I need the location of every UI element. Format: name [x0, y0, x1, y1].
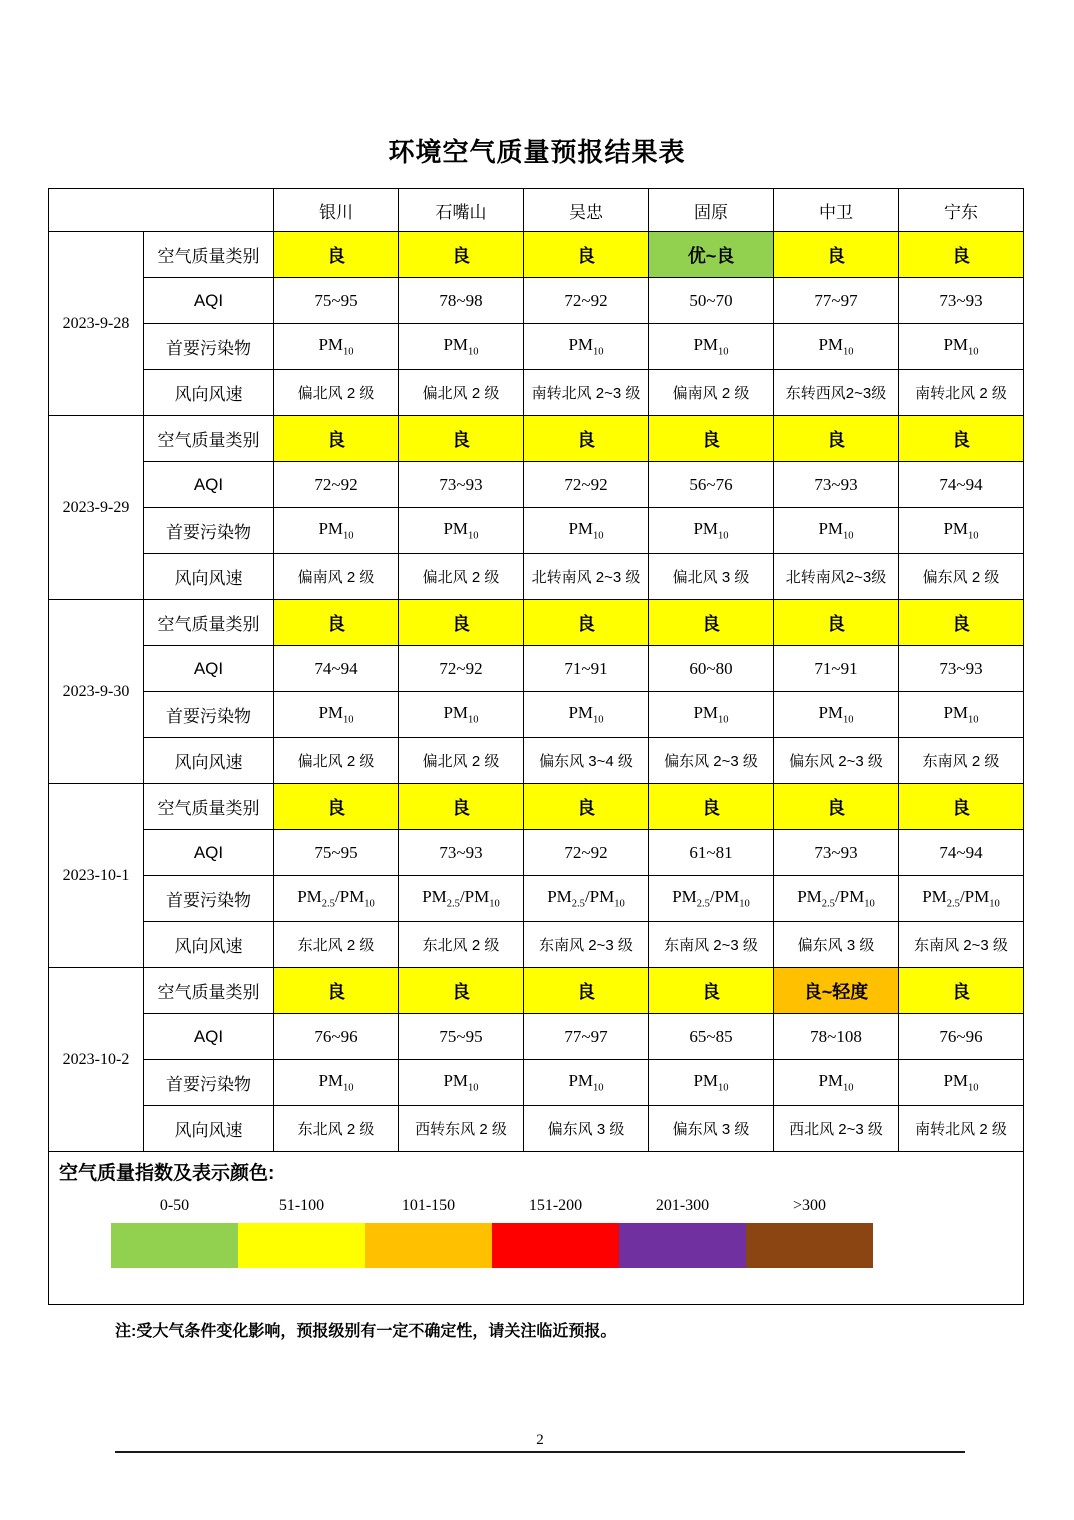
- pollutant-cell: $PM_{10}$: [899, 1060, 1024, 1106]
- row-label: 风向风速: [144, 922, 274, 968]
- category-cell: 良: [774, 416, 899, 462]
- forecast-row-pollutant: [49, 692, 1024, 738]
- category-cell: 良: [649, 600, 774, 646]
- aqi-cell: 72~92: [274, 462, 399, 508]
- aqi-cell: 60~80: [649, 646, 774, 692]
- forecast-row-aqi: [49, 462, 1024, 508]
- corner-cell: [49, 189, 274, 232]
- pollutant-cell: $PM_{10}$: [274, 508, 399, 554]
- city-header: 吴忠: [524, 189, 649, 232]
- legend-color-swatch: [365, 1223, 492, 1268]
- aqi-cell: 76~96: [899, 1014, 1024, 1060]
- aqi-cell: 74~94: [274, 646, 399, 692]
- legend-range-label: 101-150: [401, 1197, 456, 1214]
- forecast-row-aqi: [49, 830, 1024, 876]
- forecast-row-pollutant: [49, 1060, 1024, 1106]
- category-cell: 良: [274, 600, 399, 646]
- aqi-cell: 56~76: [649, 462, 774, 508]
- category-cell: 良: [399, 968, 524, 1014]
- category-cell: 良: [899, 600, 1024, 646]
- wind-cell: 偏南风 2 级: [274, 554, 399, 600]
- wind-cell: 偏东风 2~3 级: [649, 738, 774, 784]
- row-label: 首要污染物: [144, 1060, 274, 1106]
- category-cell: 良: [399, 600, 524, 646]
- wind-cell: 偏东风 2~3 级: [774, 738, 899, 784]
- wind-cell: 南转北风 2~3 级: [524, 370, 649, 416]
- legend-range-label: 151-200: [528, 1197, 583, 1214]
- wind-cell: 东北风 2 级: [274, 922, 399, 968]
- category-cell: 良: [399, 232, 524, 278]
- forecast-row-category: [49, 416, 1024, 462]
- wind-cell: 偏北风 2 级: [399, 738, 524, 784]
- forecast-row-pollutant: [49, 508, 1024, 554]
- pollutant-cell: $PM_{2.5}/PM_{10}$: [899, 876, 1024, 922]
- wind-cell: 偏东风 2 级: [899, 554, 1024, 600]
- air-quality-forecast-table: [48, 188, 1024, 1305]
- forecast-row-pollutant: [49, 324, 1024, 370]
- page-title: 环境空气质量预报结果表: [388, 138, 686, 167]
- forecast-row-category: [49, 600, 1024, 646]
- pollutant-cell: $PM_{10}$: [899, 692, 1024, 738]
- category-cell: 良: [274, 416, 399, 462]
- category-cell: 良: [649, 416, 774, 462]
- category-cell: 良: [524, 968, 649, 1014]
- page-number: 2: [536, 1432, 544, 1448]
- legend-range-label: >300: [792, 1197, 827, 1214]
- row-label: 空气质量类别: [144, 416, 274, 462]
- pollutant-cell: $PM_{10}$: [399, 508, 524, 554]
- aqi-cell: 75~95: [274, 278, 399, 324]
- pollutant-cell: $PM_{10}$: [274, 692, 399, 738]
- aqi-cell: 72~92: [524, 278, 649, 324]
- legend-color-swatch: [619, 1223, 746, 1268]
- wind-cell: 北转南风2~3级: [774, 554, 899, 600]
- row-label: AQI: [144, 830, 274, 876]
- pollutant-cell: $PM_{2.5}/PM_{10}$: [399, 876, 524, 922]
- wind-cell: 偏东风 3 级: [774, 922, 899, 968]
- aqi-cell: 72~92: [524, 462, 649, 508]
- forecast-row-wind: [49, 738, 1024, 784]
- pollutant-cell: $PM_{10}$: [774, 692, 899, 738]
- forecast-row-aqi: [49, 1014, 1024, 1060]
- category-cell: 良: [524, 232, 649, 278]
- wind-cell: 偏北风 2 级: [399, 370, 524, 416]
- pollutant-cell: $PM_{10}$: [649, 324, 774, 370]
- legend-color-swatch: [111, 1223, 238, 1268]
- category-cell: 良: [774, 600, 899, 646]
- legend-cell: [49, 1152, 1024, 1305]
- wind-cell: 东南风 2 级: [899, 738, 1024, 784]
- wind-cell: 偏东风 3 级: [524, 1106, 649, 1152]
- wind-cell: 南转北风 2 级: [899, 1106, 1024, 1152]
- row-label: 空气质量类别: [144, 600, 274, 646]
- pollutant-cell: $PM_{10}$: [774, 1060, 899, 1106]
- date-cell: 2023-10-2: [49, 968, 144, 1152]
- legend-color-swatch: [492, 1223, 619, 1268]
- category-cell: 良: [774, 232, 899, 278]
- row-label: 风向风速: [144, 370, 274, 416]
- pollutant-cell: $PM_{10}$: [524, 324, 649, 370]
- legend-labels: [111, 1197, 1023, 1215]
- wind-cell: 东北风 2 级: [399, 922, 524, 968]
- legend-color-swatch: [746, 1223, 873, 1268]
- forecast-row-wind: [49, 554, 1024, 600]
- wind-cell: 北转南风 2~3 级: [524, 554, 649, 600]
- legend-title: 空气质量指数及表示颜色:: [59, 1163, 275, 1184]
- pollutant-cell: $PM_{10}$: [774, 324, 899, 370]
- row-label: AQI: [144, 462, 274, 508]
- category-cell: 良: [899, 784, 1024, 830]
- wind-cell: 偏北风 2 级: [274, 738, 399, 784]
- pollutant-cell: $PM_{10}$: [399, 1060, 524, 1106]
- aqi-cell: 73~93: [774, 462, 899, 508]
- wind-cell: 东转西风2~3级: [774, 370, 899, 416]
- category-cell: 良: [649, 968, 774, 1014]
- aqi-cell: 76~96: [274, 1014, 399, 1060]
- category-cell: 良: [899, 232, 1024, 278]
- category-cell: 良~轻度: [774, 968, 899, 1014]
- row-label: AQI: [144, 646, 274, 692]
- row-label: 空气质量类别: [144, 232, 274, 278]
- category-cell: 良: [524, 416, 649, 462]
- date-cell: 2023-9-30: [49, 600, 144, 784]
- wind-cell: 东南风 2~3 级: [899, 922, 1024, 968]
- wind-cell: 东北风 2 级: [274, 1106, 399, 1152]
- category-cell: 良: [649, 784, 774, 830]
- aqi-cell: 73~93: [399, 830, 524, 876]
- row-label: 空气质量类别: [144, 784, 274, 830]
- forecast-row-aqi: [49, 646, 1024, 692]
- pollutant-cell: $PM_{10}$: [524, 692, 649, 738]
- pollutant-cell: $PM_{2.5}/PM_{10}$: [774, 876, 899, 922]
- legend-range-label: 51-100: [278, 1197, 325, 1214]
- category-cell: 优~良: [649, 232, 774, 278]
- pollutant-cell: $PM_{2.5}/PM_{10}$: [524, 876, 649, 922]
- row-label: 风向风速: [144, 738, 274, 784]
- aqi-cell: 71~91: [524, 646, 649, 692]
- city-header: 银川: [274, 189, 399, 232]
- pollutant-cell: $PM_{10}$: [649, 1060, 774, 1106]
- legend-row: [49, 1152, 1024, 1305]
- aqi-cell: 75~95: [274, 830, 399, 876]
- row-label: 首要污染物: [144, 876, 274, 922]
- row-label: 风向风速: [144, 554, 274, 600]
- row-label: 首要污染物: [144, 692, 274, 738]
- pollutant-cell: $PM_{2.5}/PM_{10}$: [274, 876, 399, 922]
- aqi-cell: 74~94: [899, 462, 1024, 508]
- category-cell: 良: [274, 232, 399, 278]
- aqi-cell: 73~93: [399, 462, 524, 508]
- aqi-cell: 75~95: [399, 1014, 524, 1060]
- pollutant-cell: $PM_{10}$: [274, 1060, 399, 1106]
- forecast-row-pollutant: [49, 876, 1024, 922]
- row-label: 风向风速: [144, 1106, 274, 1152]
- legend-color-swatch: [238, 1223, 365, 1268]
- aqi-cell: 77~97: [524, 1014, 649, 1060]
- forecast-row-category: [49, 968, 1024, 1014]
- category-cell: 良: [524, 784, 649, 830]
- legend-swatches: [111, 1223, 1023, 1268]
- pollutant-cell: $PM_{10}$: [774, 508, 899, 554]
- pollutant-cell: $PM_{10}$: [899, 324, 1024, 370]
- pollutant-cell: $PM_{10}$: [899, 508, 1024, 554]
- city-header: 固原: [649, 189, 774, 232]
- category-cell: 良: [899, 968, 1024, 1014]
- wind-cell: 偏北风 3 级: [649, 554, 774, 600]
- aqi-cell: 73~93: [899, 278, 1024, 324]
- pollutant-cell: $PM_{10}$: [649, 692, 774, 738]
- aqi-cell: 74~94: [899, 830, 1024, 876]
- aqi-cell: 73~93: [899, 646, 1024, 692]
- pollutant-cell: $PM_{2.5}/PM_{10}$: [649, 876, 774, 922]
- forecast-row-aqi: [49, 278, 1024, 324]
- aqi-cell: 50~70: [649, 278, 774, 324]
- aqi-cell: 78~108: [774, 1014, 899, 1060]
- page-footer: [115, 1432, 965, 1453]
- forecast-row-category: [49, 232, 1024, 278]
- wind-cell: 东南风 2~3 级: [649, 922, 774, 968]
- pollutant-cell: $PM_{10}$: [524, 508, 649, 554]
- wind-cell: 南转北风 2 级: [899, 370, 1024, 416]
- aqi-cell: 78~98: [399, 278, 524, 324]
- wind-cell: 偏东风 3 级: [649, 1106, 774, 1152]
- category-cell: 良: [524, 600, 649, 646]
- legend-section: [49, 1152, 1024, 1305]
- wind-cell: 偏东风 3~4 级: [524, 738, 649, 784]
- forecast-row-wind: [49, 922, 1024, 968]
- forecast-row-wind: [49, 370, 1024, 416]
- pollutant-cell: $PM_{10}$: [399, 692, 524, 738]
- legend-range-label: 201-300: [655, 1197, 710, 1214]
- aqi-cell: 65~85: [649, 1014, 774, 1060]
- forecast-note: 注:受大气条件变化影响，预报级别有一定不确定性，请关注临近预报。: [115, 1323, 617, 1340]
- header-row: [49, 189, 1024, 232]
- wind-cell: 偏南风 2 级: [649, 370, 774, 416]
- wind-cell: 偏北风 2 级: [399, 554, 524, 600]
- aqi-cell: 72~92: [399, 646, 524, 692]
- date-cell: 2023-9-29: [49, 416, 144, 600]
- row-label: 首要污染物: [144, 324, 274, 370]
- aqi-cell: 72~92: [524, 830, 649, 876]
- category-cell: 良: [774, 784, 899, 830]
- wind-cell: 东南风 2~3 级: [524, 922, 649, 968]
- date-cell: 2023-9-28: [49, 232, 144, 416]
- aqi-cell: 71~91: [774, 646, 899, 692]
- aqi-cell: 61~81: [649, 830, 774, 876]
- city-header: 石嘴山: [399, 189, 524, 232]
- pollutant-cell: $PM_{10}$: [524, 1060, 649, 1106]
- category-cell: 良: [274, 968, 399, 1014]
- pollutant-cell: $PM_{10}$: [274, 324, 399, 370]
- pollutant-cell: $PM_{10}$: [399, 324, 524, 370]
- aqi-cell: 73~93: [774, 830, 899, 876]
- forecast-row-wind: [49, 1106, 1024, 1152]
- row-label: AQI: [144, 1014, 274, 1060]
- wind-cell: 西北风 2~3 级: [774, 1106, 899, 1152]
- forecast-body: [49, 232, 1024, 1152]
- city-header: 宁东: [899, 189, 1024, 232]
- category-cell: 良: [399, 416, 524, 462]
- forecast-row-category: [49, 784, 1024, 830]
- aqi-cell: 77~97: [774, 278, 899, 324]
- row-label: AQI: [144, 278, 274, 324]
- date-cell: 2023-10-1: [49, 784, 144, 968]
- wind-cell: 偏北风 2 级: [274, 370, 399, 416]
- wind-cell: 西转东风 2 级: [399, 1106, 524, 1152]
- category-cell: 良: [899, 416, 1024, 462]
- pollutant-cell: $PM_{10}$: [649, 508, 774, 554]
- row-label: 空气质量类别: [144, 968, 274, 1014]
- legend-range-label: 0-50: [159, 1197, 190, 1214]
- city-header: 中卫: [774, 189, 899, 232]
- category-cell: 良: [274, 784, 399, 830]
- category-cell: 良: [399, 784, 524, 830]
- row-label: 首要污染物: [144, 508, 274, 554]
